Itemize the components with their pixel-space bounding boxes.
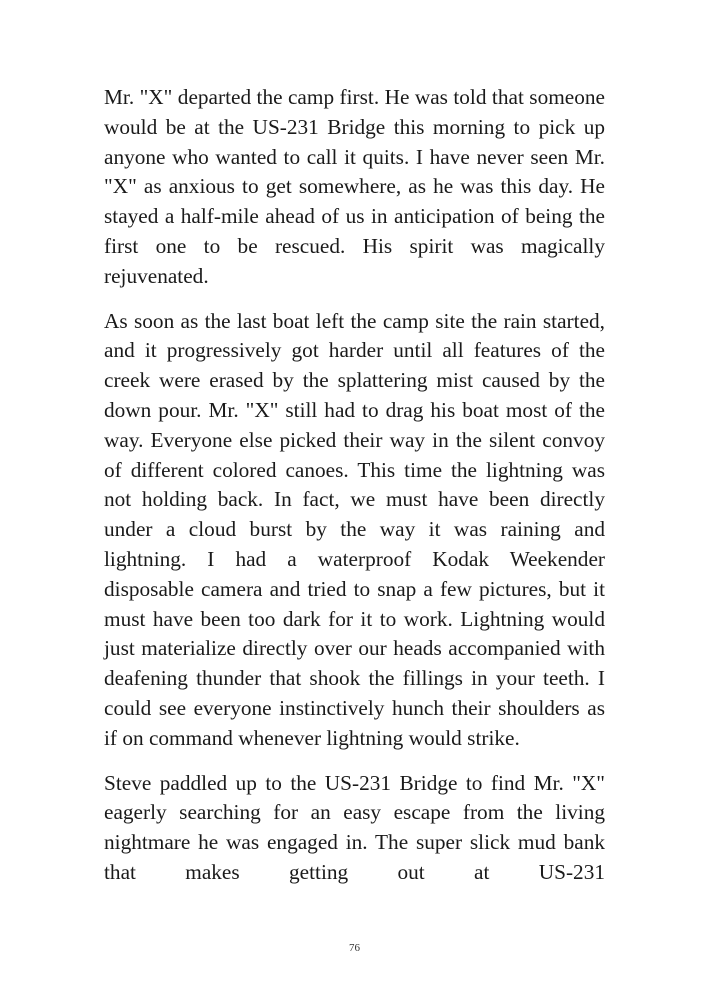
paragraph-2: As soon as the last boat left the camp site the rain started, and it progressively got harder until all features of the creek were erased by the splattering mist caused by the down pour. Mr. "X" still had to drag his boat most of the way. Everyone else picked their way in the silent convoy of different colored canoes. This time the lightning was not holding back. In fact, we must have been directly under a cloud burst by the way it was raining and lightning. I had a waterproof Kodak Weekender disposable camera and tried to snap a few pictures, but it must have been too dark for it to work. Lightning would just materialize directly over our heads accompanied with deafening thunder that shook the fillings in your teeth. I could see everyone instinctively hunch their shoulders as if on command whenever lightning would strike. [104,308,605,750]
page-body [104,83,605,903]
paragraph-3: Steve paddled up to the US-231 Bridge to find Mr. "X" eagerly searching for an easy escape from the living nightmare he was engaged in. The super slick mud bank that makes getting out at US-231 [104,770,605,884]
paragraph-1: Mr. "X" departed the camp first. He was told that someone would be at the US-231 Bridge this morning to pick up anyone who wanted to call it quits. I have never seen Mr. "X" as anxious to get somewhere, as he was this day. He stayed a half-mile ahead of us in anticipation of being the first one to be rescued. His spirit was magically rejuvenated. [104,85,605,288]
page-number: 76 [349,942,360,954]
